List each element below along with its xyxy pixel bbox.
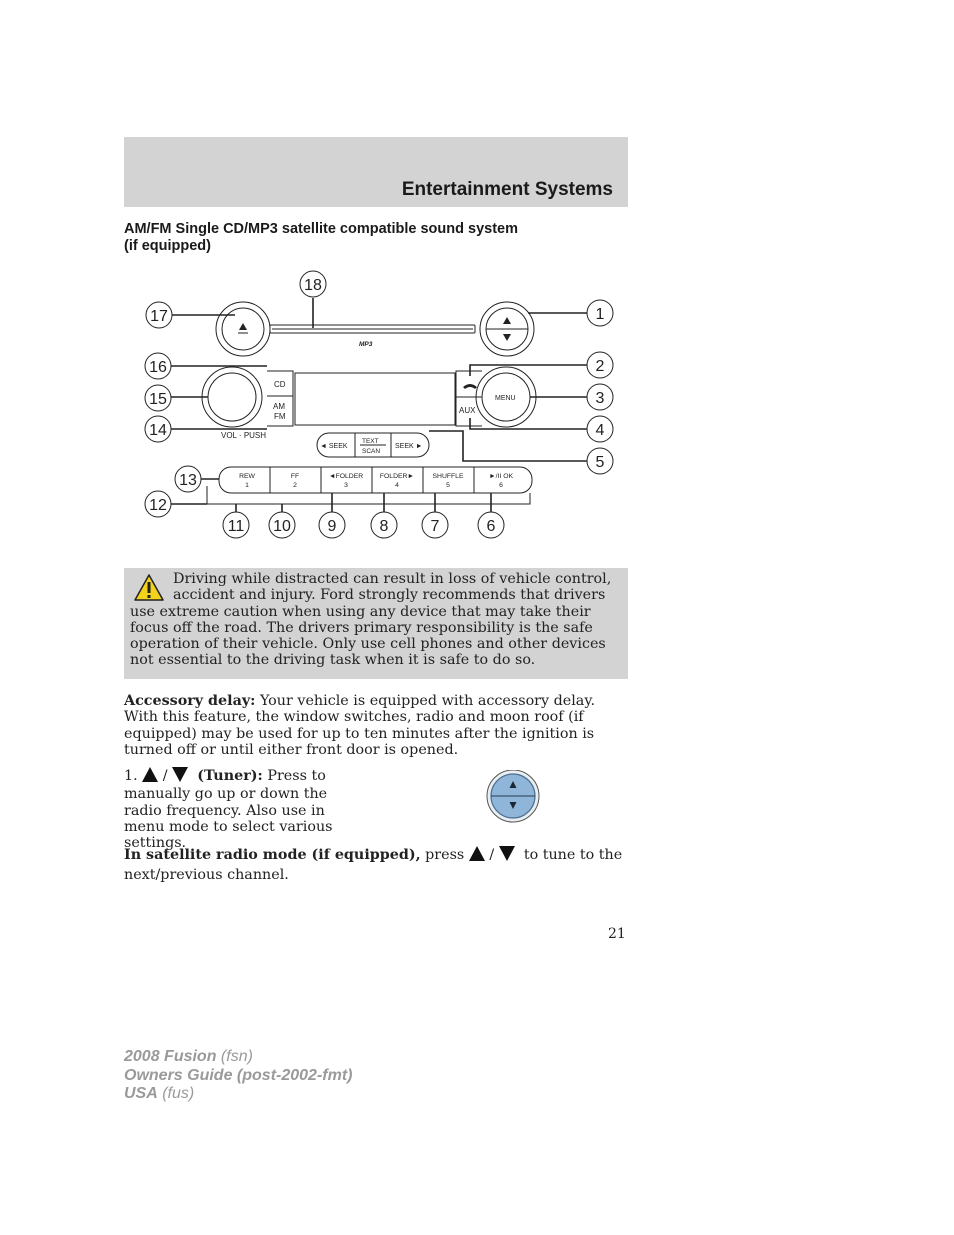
- tuner-text-rest: manually go up or down the radio frequency. Also use in menu mode to select various settings.: [124, 786, 333, 852]
- warning-box: [124, 568, 628, 679]
- chapter-title: Entertainment Systems: [401, 179, 613, 200]
- phone-icon: [463, 384, 477, 389]
- footer-market: USA: [124, 1085, 158, 1102]
- preset-4-label: FOLDER►: [379, 473, 415, 480]
- display-screen: [295, 373, 455, 425]
- preset-strip: [219, 467, 532, 493]
- preset-5-label: SHUFFLE: [432, 473, 464, 480]
- callout-14: 14: [149, 422, 167, 439]
- tuner-paragraph: [124, 767, 374, 851]
- satellite-press: press: [420, 847, 465, 863]
- warning-rest: accident and injury. Ford strongly recommends that drivers use extreme caution when using any device that may take their focus off the road. The drivers primary responsibility is the safe operation of their vehicle. Only use cell phones and other devices not essential to the driving task when it is safe to do so.: [130, 587, 606, 669]
- preset-5-number: 5: [446, 482, 450, 489]
- accessory-delay-paragraph: [124, 693, 628, 758]
- preset-4-number: 4: [395, 482, 399, 489]
- callout-12: 12: [149, 497, 167, 514]
- tuner-label: (Tuner):: [197, 768, 263, 784]
- callout-5: 5: [595, 454, 605, 471]
- callout-15: 15: [149, 391, 167, 408]
- satellite-slash: /: [489, 847, 495, 863]
- footer-guide: Owners Guide (post-2002-fmt): [124, 1066, 353, 1084]
- text-label: TEXT: [362, 438, 379, 445]
- callout-18: 18: [304, 277, 322, 294]
- menu-button-label: MENU: [495, 395, 516, 402]
- section-title-line2: (if equipped): [124, 238, 211, 254]
- tuner-text-line1: Press to: [267, 768, 326, 784]
- preset-2-number: 2: [293, 482, 297, 489]
- warning-line1: Driving while distracted can result in loss of vehicle control,: [173, 571, 612, 587]
- preset-6-label: ►/II OK: [488, 473, 514, 480]
- preset-3-label: ◄FOLDER: [328, 473, 364, 480]
- callout-3: 3: [595, 390, 605, 407]
- section-title: [124, 221, 594, 255]
- cd-button-label: CD: [274, 380, 286, 389]
- accessory-delay-label: Accessory delay:: [124, 693, 256, 709]
- preset-1-number: 1: [245, 482, 249, 489]
- callout-8: 8: [379, 518, 389, 535]
- callout-13: 13: [179, 472, 197, 489]
- warning-text: [130, 571, 616, 669]
- preset-1-label: REW: [239, 473, 255, 480]
- footer-market-code: (fus): [157, 1085, 195, 1102]
- volume-knob-outline: [208, 373, 256, 421]
- footer: [124, 1048, 352, 1104]
- callout-4: 4: [595, 422, 605, 439]
- preset-3-number: 3: [344, 482, 348, 489]
- chapter-header: [124, 137, 628, 207]
- tuner-number: 1.: [124, 768, 138, 784]
- am-button-label: AM: [273, 402, 285, 411]
- satellite-text: to tune to the next/previous channel.: [124, 847, 623, 883]
- aux-button-label: AUX: [459, 406, 476, 415]
- callout-7: 7: [430, 518, 440, 535]
- tuner-knob-illustration: [485, 770, 541, 826]
- seek-right-label: SEEK ►: [395, 443, 423, 450]
- callout-10: 10: [273, 518, 291, 535]
- scan-label: SCAN: [362, 448, 381, 455]
- seek-left-label: ◄ SEEK: [320, 443, 348, 450]
- fm-button-label: FM: [274, 412, 286, 421]
- callout-1: 1: [595, 306, 605, 323]
- sat-down-arrow-icon: [499, 846, 515, 861]
- down-arrow-icon: [172, 767, 188, 782]
- mp3-logo-label: MP3: [359, 341, 373, 348]
- callout-9: 9: [327, 518, 337, 535]
- satellite-paragraph: [124, 845, 628, 885]
- footer-model: 2008 Fusion: [124, 1048, 217, 1065]
- satellite-label: In satellite radio mode (if equipped),: [124, 847, 421, 863]
- section-title-line1: AM/FM Single CD/MP3 satellite compatible sound system: [124, 221, 518, 237]
- preset-6-number: 6: [499, 482, 503, 489]
- vol-push-label: VOL · PUSH: [221, 431, 267, 440]
- page-number: 21: [608, 926, 626, 942]
- up-arrow-icon: [142, 767, 158, 782]
- callout-16: 16: [149, 359, 167, 376]
- preset-2-label: FF: [290, 473, 300, 480]
- preset-labels: [239, 473, 513, 489]
- radio-diagram: [140, 268, 620, 548]
- callout-11: 11: [227, 518, 245, 535]
- callout-6: 6: [486, 518, 496, 535]
- callout-2: 2: [595, 358, 605, 375]
- tuner-slash: /: [162, 768, 168, 784]
- accessory-delay-text: Your vehicle is equipped with accessory delay. With this feature, the window switches, radio and moon roof (if equipped) may be used for up to ten minutes after the ignition is turned off or until either front door is opened.: [124, 693, 596, 758]
- footer-model-code: (fsn): [216, 1048, 253, 1065]
- callout-17: 17: [150, 308, 168, 325]
- sat-up-arrow-icon: [469, 846, 485, 861]
